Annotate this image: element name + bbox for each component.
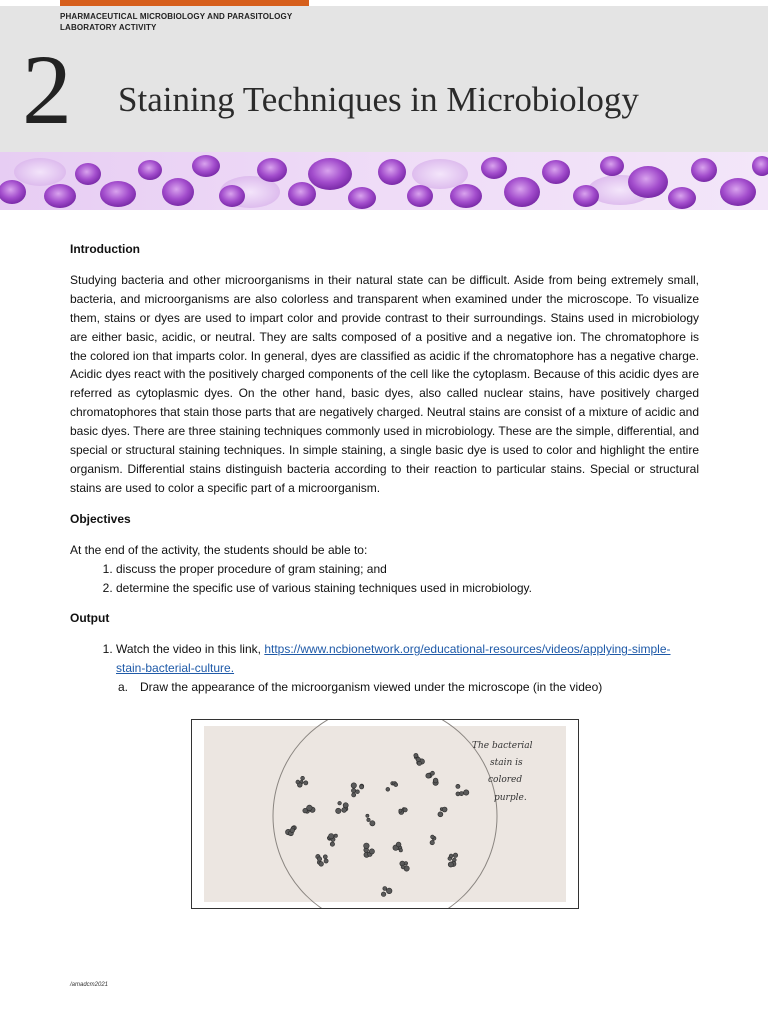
stained-cell-dot <box>386 787 390 791</box>
stained-cell-dot <box>399 809 402 812</box>
stained-cell-dot <box>342 808 347 813</box>
stained-cell-dot <box>403 808 407 812</box>
stained-cell-dot <box>448 862 453 867</box>
stained-cell-dot <box>338 801 342 805</box>
stained-cell-dot <box>370 821 375 826</box>
stained-cell-dot <box>416 757 420 761</box>
course-title-line1: PHARMACEUTICAL MICROBIOLOGY AND PARASITOLOGY <box>60 12 293 21</box>
stained-cell-dot <box>364 843 370 849</box>
page-content <box>70 240 699 697</box>
introduction-body: Studying bacteria and other microorganisms in their natural state can be difficult. Aside from being extremely small, bacteria, and microorganisms are also colorless and transparent when examined under the microscope. To visualize them, stains or dyes are used to impart color and provide contrast to their surroundings. Stains used in microbiology are either basic, acidic, or neutral. They are salts composed of a positive and a negative ion. The chromatophore is the colored ion that imparts color. In general, dyes are classified as acidic if the chromatophore has a negative charge. Acidic dyes react with the positively charged components of the cell like the cytoplasm. Because of this acidic dyes are referred as cytoplasmic dyes. On the other hand, basic dyes, also called nuclear stains, have positively charged chromatophores that stain those parts that are negatively charged. Neutral stains are consist of a mixture of acidic and basic dyes. There are three staining techniques commonly used in microbiology. These are the simple, differential, and special or structural staining techniques. In simple staining, a single basic dye is used to color and highlight the entire organism. Differential stains distinguish bacteria according to their reaction to particular stains. Special or structural stains are used to color a specific part of a microorganism. <box>70 272 699 495</box>
stained-cell-dot <box>360 785 364 789</box>
stained-cell-dot <box>351 783 356 788</box>
stained-cell-dot <box>399 849 402 852</box>
video-link[interactable]: https://www.ncbionetwork.org/educational-resources/videos/applying-simple-stain-bacterial-culture. <box>116 642 671 676</box>
stained-cell-dot <box>383 887 387 891</box>
objectives-list <box>70 560 699 598</box>
stained-cell-dot <box>296 780 300 784</box>
stained-cell-dot <box>336 808 341 813</box>
course-title-line2: LABORATORY ACTIVITY <box>60 23 157 32</box>
output-list <box>70 640 699 678</box>
subitem-marker: a. <box>118 680 129 695</box>
stained-cell-dot <box>426 773 431 778</box>
stained-cell-dot <box>366 814 369 817</box>
stained-cell-dot <box>442 807 447 812</box>
stained-cell-dot <box>456 784 460 788</box>
stained-cell-dot <box>351 788 355 792</box>
accent-rule <box>60 0 309 6</box>
stained-cell-dot <box>330 842 334 846</box>
output-item-text: Watch the video in this link, <box>116 642 261 657</box>
objectives-heading: Objectives <box>70 511 131 526</box>
note-line: stain is <box>490 758 523 768</box>
stained-cell-dot <box>317 857 321 861</box>
stained-cell-dot <box>396 842 401 847</box>
stained-cell-dot <box>343 803 348 808</box>
stained-cell-dot <box>381 892 386 897</box>
stained-cell-dot <box>464 790 469 795</box>
stained-cell-dot <box>352 793 356 797</box>
stained-cell-dot <box>304 781 308 785</box>
note-line: purple. <box>494 793 527 803</box>
stained-cell-dot <box>369 849 374 854</box>
chapter-title: Staining Techniques in Microbiology <box>118 80 639 119</box>
subitem-text: Draw the appearance of the microorganism viewed under the microscope (in the video) <box>140 680 603 695</box>
micrograph-banner <box>0 152 768 210</box>
stained-cell-dot <box>367 818 370 821</box>
stained-cell-dot <box>324 859 328 863</box>
stained-cell-dot <box>433 778 438 783</box>
stained-cell-dot <box>329 834 334 839</box>
stained-cell-dot <box>334 834 337 837</box>
stained-cell-dot <box>301 776 305 780</box>
stained-cell-dot <box>319 862 324 867</box>
output-item <box>116 640 699 678</box>
stained-cell-dot <box>431 835 435 839</box>
note-line: colored <box>488 775 523 785</box>
objectives-lead: At the end of the activity, the students should be able to: <box>70 542 368 557</box>
output-subitem <box>118 678 699 697</box>
stained-cell-dot <box>453 853 457 857</box>
course-title <box>60 11 292 33</box>
objective-item: 2. determine the specific use of various staining techniques used in microbiology. <box>116 579 699 598</box>
output-heading: Output <box>70 611 110 626</box>
stained-cell-dot <box>414 753 418 757</box>
stained-cell-dot <box>438 812 443 817</box>
stained-cell-dot <box>386 888 392 894</box>
introduction-heading: Introduction <box>70 242 140 256</box>
student-drawing <box>191 719 579 909</box>
stained-cell-dot <box>431 771 435 775</box>
chapter-number: 2 <box>22 34 72 145</box>
stained-cell-dot <box>449 854 453 858</box>
stained-cell-dot <box>323 855 327 859</box>
stained-cell-dot <box>456 792 460 796</box>
stained-cell-dot <box>307 805 313 811</box>
stained-cells-micrograph-icon <box>0 152 768 210</box>
stained-cell-dot <box>417 761 421 765</box>
footer-code: /amadcm2021 <box>70 982 109 988</box>
stained-cell-dot <box>290 828 295 833</box>
stained-cell-dot <box>356 790 360 794</box>
note-line: The bacterial <box>472 741 533 751</box>
stained-cell-dot <box>401 865 405 869</box>
stained-cell-dot <box>394 783 398 787</box>
microscope-drawing-icon <box>192 720 578 908</box>
stained-cell-dot <box>404 862 408 866</box>
objective-item: 1. discuss the proper procedure of gram staining; and <box>116 560 699 579</box>
stained-cell-dot <box>430 840 434 844</box>
